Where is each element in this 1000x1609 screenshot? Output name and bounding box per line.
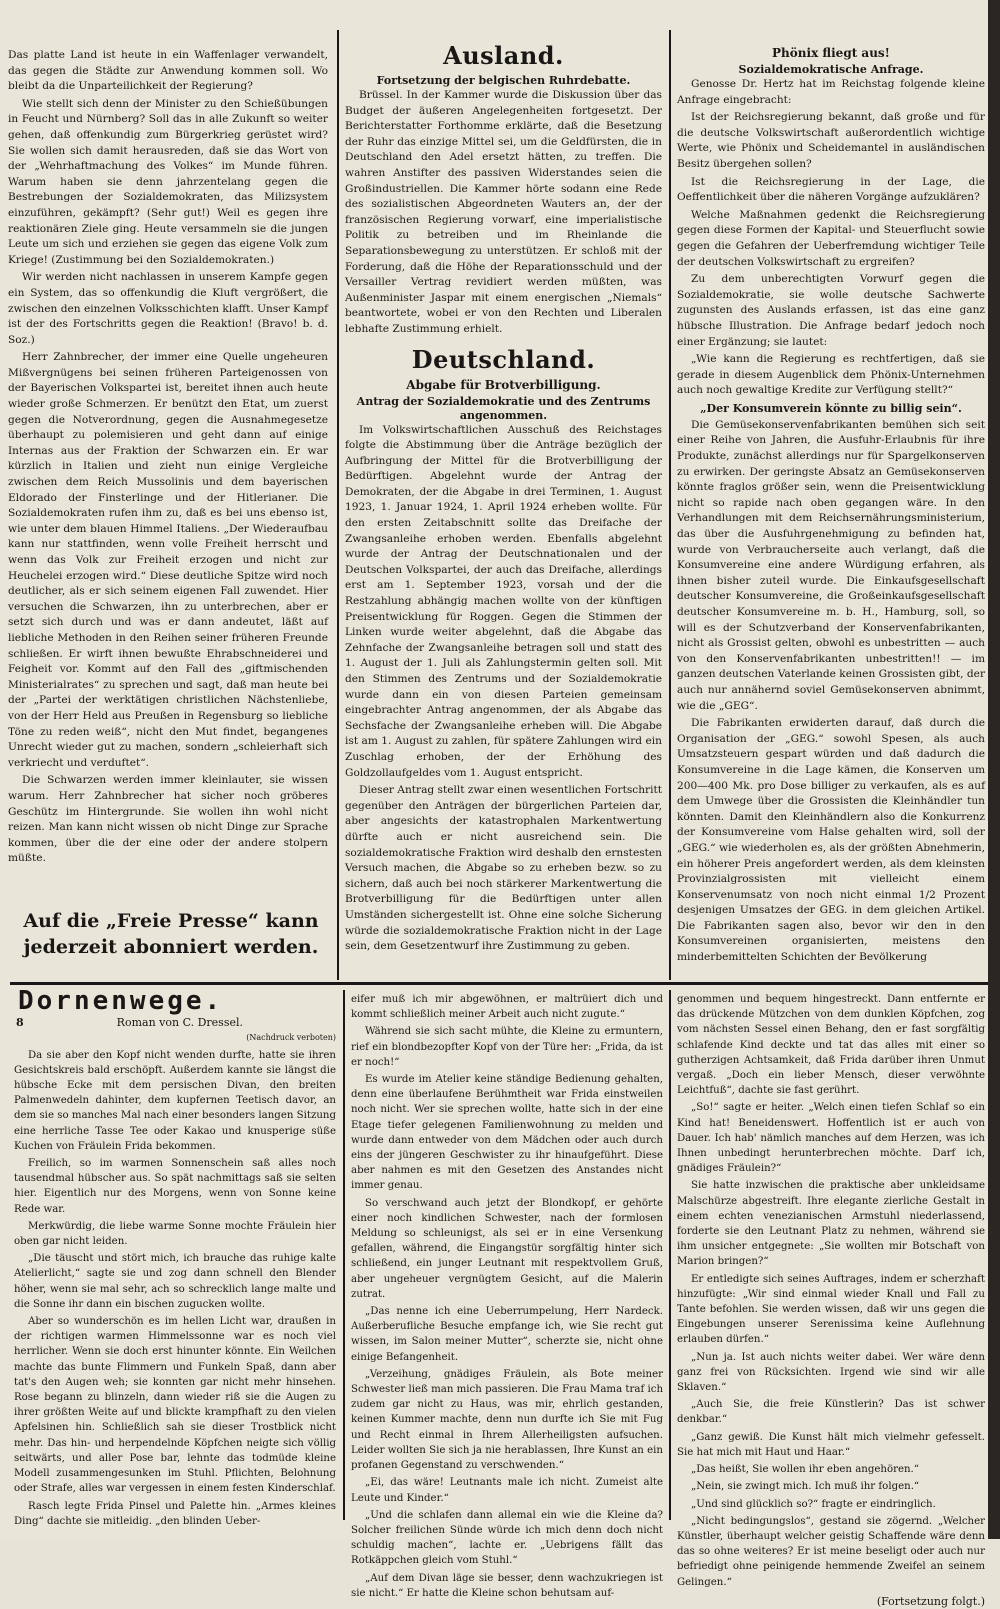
paragraph: Zu dem unberechtigten Vorwurf gegen die Sozialdemokratie, sie wolle deutsche Sachwerte zugunsten des Auslands erfassen, ist das eine ganz hübsche Illustration. Die Anfrage bedarf jedoch noch einer Ergänzung; sie lautet: xyxy=(677,273,985,348)
section-heading: Deutschland. xyxy=(411,344,596,374)
ad-line: Auf die „Freie Presse“ kann xyxy=(23,910,319,932)
column-divider xyxy=(669,990,671,1520)
paragraph: „Das nenne ich eine Ueberrumpelung, Herr Nardeck. Außerberufliche Besuche empfange ich, wie Sie recht gut wissen, im Salon meiner Mutter“, scherzte sie, nicht ohne einige Befangenheit. xyxy=(351,1306,663,1363)
article-title: Abgabe für Brotverbilligung. xyxy=(406,377,601,392)
novel-column-1 xyxy=(14,986,336,1527)
paragraph: Die Schwarzen werden immer kleinlauter, sie wissen warum. Herr Zahnbrecher hat sicher noch gröberes Geschütz im Hintergrunde. Sie wollen ihn wohl nicht reizen. Man kann nicht wissen ob nicht Dinge zur Sprache kommen, über die der eine oder der andere stolpern müßte. xyxy=(8,774,328,865)
column-divider xyxy=(343,990,345,1520)
paragraph: Freilich, so im warmen Sonnenschein saß alles noch tausendmal hübscher aus. So spät nachmittags saß sie selten hier. Eigentlich nur des Morgens, wenn von Sonne keine Rede war. xyxy=(14,1158,336,1215)
article-title: Phönix fliegt aus! xyxy=(772,46,890,60)
paragraph: Ist die Reichsregierung in der Lage, die Oeffentlichkeit über die näheren Vorgänge aufzuklären? xyxy=(677,175,985,204)
paragraph: „Und sind glücklich so?“ fragte er eindringlich. xyxy=(691,1498,936,1510)
paragraph: Dieser Antrag stellt zwar einen wesentlichen Fortschritt gegenüber den Anträgen der bürgerlichen Parteien dar, aber angesichts der katastrophalen Markentwertung dürfte auch er nicht ausreichend sein. Die sozialdemokratische Fraktion wird deshalb den ernstesten Versuch machen, die Abgabe so zu erheben bezw. so zu sichern, daß auch bei noch stärkerer Markentwertung die Brotverbilligung für die Bedürftigen unter allen Umständen sichergestellt ist. Ohne eine solche Sicherung würde die sozialdemokratische Fraktion nicht in der Lage sein, dem Gesetzentwurf ihre Zustimmung zu geben. xyxy=(345,784,662,953)
paragraph: „Nun ja. Ist auch nichts weiter dabei. Wer wäre denn ganz frei von Rücksichten. Irgend wie sind wir alle Sklaven.“ xyxy=(677,1351,985,1394)
section-heading: Ausland. xyxy=(443,41,564,70)
ad-line: jederzeit abonniert werden. xyxy=(23,936,319,958)
continued-note: (Fortsetzung folgt.) xyxy=(876,1594,985,1608)
section-divider xyxy=(10,982,988,985)
paragraph: Die Gemüsekonservenfabrikanten bemühen sich seit einer Reihe von Jahren, die Ausfuhr-Erlaubnis für ihre Produkte, zunächst allerdings nur für Spargelkonserven zu erwirken. Der geringste Absatz an Gemüsekonserven könnte fraglos größer sein, wenn die Preisentwicklung nicht so rapide nach oben gegangen wäre. In den Verhandlungen mit dem Reichsernährungsministerium, das über die Ausfuhrgenehmigung zu befinden hat, wurde von Verbraucherseite auch verlangt, daß die Konsumvereine eine andere Würdigung erfahren, als ihnen bisher zuteil wurde. Die Einkaufsgesellschaft deutscher Konsumvereine, die Großeinkaufsgesellschaft deutscher Konsumvereine m. b. H., Hamburg, soll, so will es der Schutzverband der Konservenfabrikanten, nicht als Grossist gelten, obwohl es unbestritten — auch von den Konservenfabrikanten unbestritten!! — im ganzen deutschen Vaterlande keinen Grossisten gibt, der auch nur annähernd soviel Gemüsekonserven abnimmt, wie die „GEG“. xyxy=(677,418,986,712)
paragraph: Die Fabrikanten erwiderten darauf, daß durch die Organisation der „GEG.“ sowohl Spesen, als auch Umsatzsteuern gespart würden und daß dadurch die Konsumvereine in die Lage kämen, die Konserven um 200—400 Mk. pro Dose billiger zu verkaufen, als es auf dem Umwege über die Grossisten die Kleinhändler tun könnten. Damit den Kleinhändlern also die Konkurrenz der Konsumvereine vom Halse gehalten wird, soll der „GEG.“ wie wiederholen es, als der größten Abnehmerin, ein höherer Preis angefordert werden, als dem kleinsten Provinzialgrossisten mit vielleicht einem Konservenumsatz von noch nicht einmal 1/2 Prozent desjenigen Umsatzes der GEG. in dem gleichen Artikel. Die Fabrikanten sagen also, bevor wir den in den Konsumvereinen organisierten, meistens den minderbemittelten Schichten der Bevölkerung xyxy=(677,717,985,964)
article-title: „Der Konsumverein könnte zu billig sein“. xyxy=(700,401,962,415)
paragraph: „Die täuscht und stört mich, ich brauche das ruhige kalte Atelierlicht,“ sagte sie und zog dann schnell den Blender höher, wenn sie mal sehr, ach so schrecklich lange malte und die Sonne ihr dann ein bischen zugucken wollte. xyxy=(14,1253,336,1310)
novel-title: Dornenwege. xyxy=(18,986,224,1016)
paragraph: Welche Maßnahmen gedenkt die Reichsregierung gegen diese Formen der Kapital- und Steuerflucht sowie gegen die Gefahren der Ueberfremdung wichtiger Teile der deutschen Volkswirtschaft zu ergreifen? xyxy=(677,208,985,268)
paragraph: Merkwürdig, die liebe warme Sonne mochte Fräulein hier oben gar nicht leiden. xyxy=(14,1220,336,1248)
subscription-ad xyxy=(18,908,324,960)
article-subheading: Antrag der Sozialdemokratie und des Zentrums angenommen. xyxy=(356,394,651,422)
paragraph: Wie stellt sich denn der Minister zu den Schießübungen in Feucht und Nürnberg? Soll das in alle Zukunft so weiter gehen, daß offenkundig zum Bürgerkrieg gerüstet wird? Sie wollen sich damit herausreden, daß sie das Wort von der „Wehrhaftmachung des Volkes“ im Munde führen. Warum haben sie denn jahrzentelang gegen die Bestrebungen der Sozialdemokraten, das Milizsystem einzuführen, gekämpft? (Sehr gut!) Weil es gegen ihre reaktionären Ziele ging. Heute versammeln sie die jungen Leute um sich und erziehen sie gegen das eigene Volk zum Kriege! (Zustimmung bei den Sozialdemokraten.) xyxy=(8,97,328,266)
paragraph: „Auch Sie, die freie Künstlerin? Das ist schwer denkbar.“ xyxy=(677,1399,985,1426)
page-edge xyxy=(988,0,1000,1539)
paragraph: Rasch legte Frida Pinsel und Palette hin. „Armes kleines Ding“ dachte sie mitleidig. „den blinden Ueber- xyxy=(14,1500,336,1527)
paragraph: „Das heißt, Sie wollen ihr eben angehören.“ xyxy=(691,1464,920,1476)
paragraph: Da sie aber den Kopf nicht wenden durfte, hatte sie ihren Gesichtskreis bald erschöpft. Außerdem kannte sie längst die hübsche Ecke mit dem persischen Divan, den breiten Palmenwedeln dahinter, dem kupfernen Teetisch davor, an dem sie so manches Mal nach einer besonders langen Sitzung eine herrliche Tasse Tee oder Kakao und knusperige süße Kuchen von Fräulein Frida bekommen. xyxy=(14,1049,336,1152)
paragraph: „Ganz gewiß. Die Kunst hält mich vielmehr gefesselt. Sie hat mich mit Haut und Haar.“ xyxy=(677,1431,985,1458)
article-landtag-column xyxy=(8,48,328,900)
paragraph: So verschwand auch jetzt der Blondkopf, er gehörte einer noch kindlichen Schwester, nach der formlosen Meldung so schleunigst, als sei er in eine Versenkung gefallen, während, die Eingangstür sorgfältig hinter sich schließend, ein junger Leutnant mit respektvollem Gruß, aber ungeheuer vergnügtem Gesicht, auf die Malerin zutrat. xyxy=(351,1197,663,1300)
paragraph: Er entledigte sich seines Auftrages, indem er scherzhaft hinzufügte: „Wir sind einmal wieder Knall und Fall zu Tante befohlen. Sie werden wissen, daß wir uns gegen die Eingebungen unserer Serenissima keine Auflehnung erlauben dürfen.“ xyxy=(677,1273,985,1346)
installment-number: 8 xyxy=(16,1016,24,1030)
paragraph: „Und die schlafen dann allemal ein wie die Kleine da? Solcher freilichen Sünde würde ich mich denn doch nicht schuldig machen“, lachte er. „Uebrigens fällt das Rotkäppchen gleich vom Stuhl.“ xyxy=(351,1509,663,1567)
column-divider xyxy=(337,30,339,980)
paragraph: Wir werden nicht nachlassen in unserem Kampfe gegen ein System, das so offenkundig die Kluft vergrößert, die zwischen den einzelnen Volksschichten klafft. Unser Kampf ist der des Fortschritts gegen die Reaktion! (Bravo! b. d. Soz.) xyxy=(8,271,328,346)
paragraph: Sie hatte inzwischen die praktische aber unkleidsame Malschürze abgestreift. Ihre elegante zierliche Gestalt in einem echten venezianischen Armstuhl niederlassend, forderte sie den Leutnant Platz zu nehmen, während sie ihm unsicher entgegnete: „Sie wollten mir Botschaft von Marion bringen?“ xyxy=(677,1180,985,1268)
article-phoenix-column xyxy=(677,46,985,976)
paragraph: „Wie kann die Regierung es rechtfertigen, daß sie gerade in diesem Augenblick dem Phönix-Unternehmen auch noch gewaltige Kredite zur Verfügung stellt?“ xyxy=(677,353,985,397)
paragraph: „Auf dem Divan läge sie besser, denn wachzukriegen ist sie nicht.“ Er hatte die Kleine schon behutsam auf- xyxy=(351,1572,663,1599)
article-ausland-column xyxy=(345,40,662,975)
paragraph: Herr Zahnbrecher, der immer eine Quelle ungeheuren Mißvergnügens bei seinen früheren Parteigenossen von der Bayerischen Volkspartei ist, bereitet ihnen auch heute wieder große Schmerzen. Er benützt den Etat, um zuerst gegen die Notverordnung, gegen die Ausnahmegesetze überhaupt zu polemisieren und geht dann auf einige Internas aus der Fraktion der Schwarzen ein. Er war kürzlich in Italien und zieht nun einige Vergleiche zwischen dem Reich Mussolinis und dem bayerischen Eldorado der Finsterlinge und der Hitlerianer. Die Sozialdemokraten rufen ihm zu, daß es bei uns ebenso ist, wie unter dem blauen Himmel Italiens. „Der Wiederaufbau kann nur stattfinden, wenn volle Freiheit herrscht und wenn das Volk zur Freiheit erzogen und nicht zur Heuchelei erzogen wird.“ Diese deutliche Spitze wird noch deutlicher, als er sich seinem eigenen Fall zuwendet. Hier versuchen die Schwarzen, ihn zu unterbrechen, aber er setzt sich durch und was er dann andeutet, läßt auf liebliche Methoden in den Reihen seiner früheren Freunde schließen. Er wirft ihnen bewußte Ehrabschneiderei und Feigheit vor. Kommt auf den Fall des „giftmischenden Ministerialrates“ zu sprechen und sagt, daß man heute bei der „Partei der werktätigen christlichen Nächstenliebe, von der Herr Held aus Preußen in Regensburg so liebliche Töne zu reden weiß“, nicht den Mut findet, begangenes Unrecht wieder gut zu machen, sondern „schleierhaft sich verkriecht und verduftet“. xyxy=(8,351,328,769)
paragraph: Ist der Reichsregierung bekannt, daß große und für die deutsche Volkswirtschaft außerordentlich wichtige Werte, wie Phönix und Scheidemantel in ausländischen Besitz übergehen sollen? xyxy=(677,111,985,170)
paragraph: Genosse Dr. Hertz hat im Reichstag folgende kleine Anfrage eingebracht: xyxy=(677,78,985,106)
reprint-note: (Nachdruck verboten) xyxy=(246,1033,336,1043)
paragraph: Während sie sich sacht mühte, die Kleine zu ermuntern, rief ein blondbezopfter Kopf von der Türe her: „Frida, da ist er noch!“ xyxy=(351,1026,663,1068)
article-subheading: Fortsetzung der belgischen Ruhrdebatte. xyxy=(376,74,631,87)
novel-column-2 xyxy=(351,992,663,1599)
paragraph: „Nein, sie zwingt mich. Ich muß ihr folgen.“ xyxy=(691,1481,920,1493)
paragraph: „Ei, das wäre! Leutnants male ich nicht. Zumeist alte Leute und Kinder.“ xyxy=(351,1477,663,1504)
paragraph: Es wurde im Atelier keine ständige Bedienung gehalten, denn eine überlaufene Berühmtheit war Frida einstweilen noch nicht. Wer sie sprechen wollte, hatte sich in der eine Etage tiefer gelegenen Familienwohnung zu melden und wurde dann entweder von dem Mädchen oder auch durch eins der jüngeren Geschwister zu ihr hinaufgeführt. Diese aber nahmen es mit den Gesetzen des Anstandes nicht immer genau. xyxy=(351,1074,663,1192)
novel-byline: Roman von C. Dressel. xyxy=(116,1016,243,1030)
column-divider xyxy=(669,30,671,980)
paragraph: „Verzeihung, gnädiges Fräulein, als Bote meiner Schwester ließ man mich passieren. Die Frau Mama traf ich zudem gar nicht zu Haus, was mir, ehrlich gestanden, keinen Kummer machte, denn nun durfte ich Sie mit Fug und Recht einmal in Ihrem Allerheiligsten aufsuchen. Leider wollten Sie sich ja nie herablassen, Ihre Kunst an ein profanen Gegenstand zu verschwenden.“ xyxy=(351,1368,663,1472)
paragraph: „Nicht bedingungslos“, gestand sie zögernd. „Welcher Künstler, überhaupt welcher geistig Schaffende wäre denn das so ohne weiteres? Er ist meine beseligt oder auch nur befriedigt ohne peinigende hemmende Zweifel an seinem Gelingen.“ xyxy=(677,1515,985,1588)
novel-column-3 xyxy=(677,992,985,1608)
paragraph: Brüssel. In der Kammer wurde die Diskussion über das Budget der äußeren Angelegenheiten fortgesetzt. Der Berichterstatter Forthomme erklärte, daß die Besetzung der Ruhr das einzige Mittel sei, um die Geldfürsten, die in Deutschland den Adel ersetzt hätten, zu treffen. Die wahren Anstifter des passiven Widerstandes seien die Großindustriellen. Die Kammer hörte sodann eine Rede des sozialistischen Abgeordneten Wauters an, der der französischen Regierung vorwarf, eine imperialistische Politik zu betreiben und im Rheinlande die Separationsbewegung zu unterstützen. Er schloß mit der Forderung, daß die Höhe der Reparationsschuld und der Versailler Vertrag revidiert werden müßten, was Außenminister Jaspar mit einem energischen „Niemals“ beantwortete, wobei er von den Rechten und Liberalen lebhafte Zustimmung erhielt. xyxy=(345,89,662,335)
paragraph: genommen und bequem hingestreckt. Dann entfernte er das drückende Mützchen von dem dunklen Köpfchen, zog vom nächsten Sessel einen Behang, den er fast sorgfältig schlafende Kind deckte und tat das alles mit einer so gutherzigen Achtsamkeit, daß Frida darüber ihren Unmut vergaß. „Doch ein lieber Mensch, dieser verwöhnte Leichtfuß“, dachte sie fast gerührt. xyxy=(677,994,985,1097)
paragraph: „So!“ sagte er heiter. „Welch einen tiefen Schlaf so ein Kind hat! Beneidenswert. Hoffentlich ist er auch von Dauer. Ich hab' nämlich manches auf dem Herzen, was ich Ihnen unbedingt herunterbrechen möchte. Darf ich, gnädiges Fräulein?“ xyxy=(677,1102,985,1175)
paragraph: eifer muß ich mir abgewöhnen, er maltrüiert dich und kommt schließlich meiner Arbeit auch nicht zugute.“ xyxy=(351,994,663,1021)
article-subheading: Sozialdemokratische Anfrage. xyxy=(738,63,924,76)
paragraph: Im Volkswirtschaftlichen Ausschuß des Reichstages folgte die Abstimmung über die Anträge bezüglich der Aufbringung der Mittel für die Brotverbilligung der Bedürftigen. Abgelehnt wurde der Antrag der Demokraten, der die Abgabe in drei Terminen, 1. August 1923, 1. Januar 1924, 1. April 1924 erheben wollte. Für den ersten Zeitabschnitt sollte das Dreifache der Zwangsanleihe erhoben werden. Ebenfalls abgelehnt wurde der Antrag der Deutschnationalen und der Deutschen Volkspartei, der auch das Dreifache, allerdings erst am 1. September 1923, vorsah und der die Restzahlung abhängig machen wollte von der künftigen Preisentwicklung für Roggen. Gegen die Stimmen der Linken wurde weiter abgelehnt, daß die Abgabe das Zehnfache der Zwangsanleihe betragen soll und statt des 1. August der 1. Juli als Zahlungstermin gelten soll. Mit den Stimmen des Zentrums und der Sozialdemokratie wurde dann ein von diesen Parteien gemeinsam eingebrachter Antrag angenommen, der als Abgabe das Sechsfache der Zwangsanleihe erheben will. Die Abgabe ist am 1. August zu zahlen, für spätere Zahlungen wird ein Zuschlag erhoben, der der Erhöhung des Goldzollaufgeldes vom 1. August entspricht. xyxy=(345,423,662,779)
paragraph: Aber so wunderschön es im hellen Licht war, draußen in der richtigen warmen Himmelssonne war es noch viel herrlicher. Wenn sie doch erst hinunter könnte. Ein Weilchen machte das bunte Flimmern und Funkeln Spaß, dann aber tat's den Augen weh; sie konnten gar nicht mehr hinsehen. Rose begann zu blinzeln, dann wieder riß sie die Augen zu ihrer größten Weite auf und blickte krampfhaft zu den vielen Apfelsinen hin. Schließlich sah sie dieser Trostblick nicht mehr. Das hin- und herpendelnde Köpfchen neigte sich völlig seitwärts, und aller Pose bar, lehnte das todmüde kleine Modell zusammengesunken im Stuhl. Pflichten, Belohnung oder Strafe, alles war vergessen in einem festen Kinderschlaf. xyxy=(14,1316,336,1495)
paragraph: Das platte Land ist heute in ein Waffenlager verwandelt, das gegen die Städte zur Anwendung kommen soll. Wo bleibt da die Unparteilichkeit der Regierung? xyxy=(8,49,328,93)
